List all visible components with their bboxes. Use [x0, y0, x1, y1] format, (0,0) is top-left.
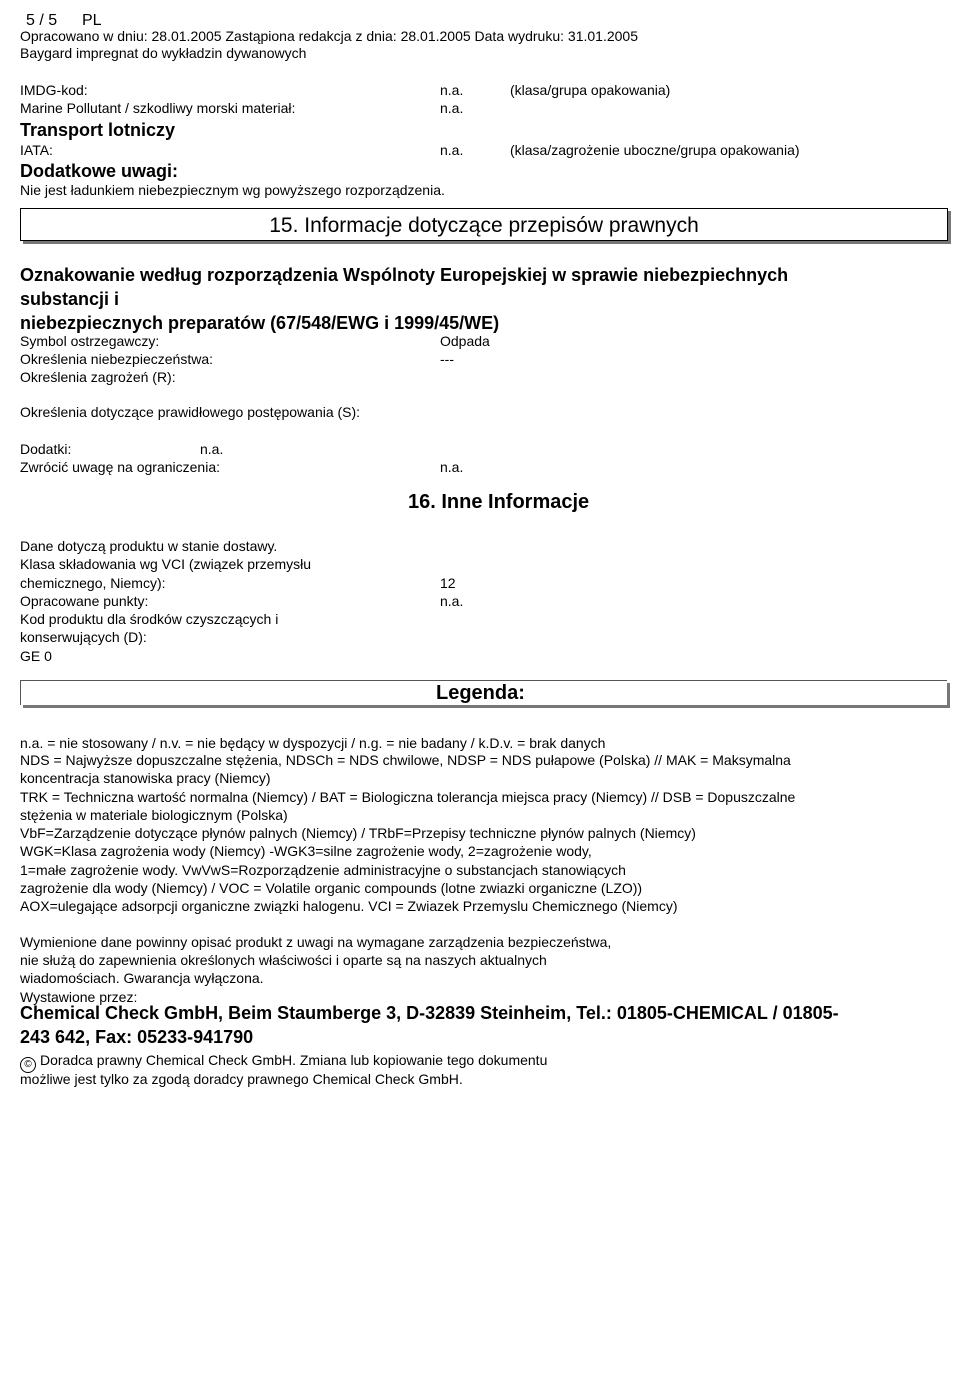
safety-phrases-label: Określenia dotyczące prawidłowego postępowania (S): [20, 404, 361, 420]
restrictions-label: Zwrócić uwagę na ograniczenia: [20, 459, 220, 475]
labelling-heading-line3: niebezpiecznych preparatów (67/548/EWG i 1999/45/WE) [20, 313, 500, 333]
imdg-value: n.a. [440, 82, 464, 98]
marine-pollutant-label: Marine Pollutant / szkodliwy morski materiał: [20, 100, 296, 116]
legend-line: n.a. = nie stosowany / n.v. = nie będący w dyspozycji / n.g. = nie badany / k.D.v. = brak danych [20, 735, 606, 751]
disclaimer-line: Wymienione dane powinny opisać produkt z uwagi na wymagane zarządzenia bezpieczeństwa, [20, 934, 612, 950]
copyright-line2: możliwe jest tylko za zgodą doradcy prawnego Chemical Check GmbH. [20, 1071, 463, 1087]
disclaimer-line: wiadomościach. Gwarancja wyłączona. [20, 970, 264, 986]
iata-value: n.a. [440, 142, 464, 158]
section-15-title: 15. Informacje dotyczące przepisów prawnych [269, 214, 699, 237]
restrictions-value: n.a. [440, 459, 464, 475]
document-dates: Opracowano w dniu: 28.01.2005 Zastąpiona redakcja z dnia: 28.01.2005 Data wydruku: 31.01.2005 [20, 28, 638, 44]
additions-value: n.a. [200, 441, 224, 457]
air-transport-heading: Transport lotniczy [20, 120, 176, 140]
copyright-line1 [20, 1052, 547, 1073]
legend-line: zagrożenie dla wody (Niemcy) / VOC = Volatile organic compounds (lotne zwiazki organiczne (LZO)) [20, 880, 643, 896]
labelling-heading-line2: substancji i [20, 289, 120, 309]
points-value: n.a. [440, 593, 464, 609]
legend-header [20, 680, 947, 705]
warning-symbol-value: Odpada [440, 333, 490, 349]
section-15-header [20, 208, 948, 241]
additions-label: Dodatki: [20, 441, 72, 457]
points-label: Opracowane punkty: [20, 593, 149, 609]
imdg-label: IMDG-kod: [20, 82, 88, 98]
risk-phrases-label: Określenia zagrożeń (R): [20, 369, 176, 385]
hazard-value: --- [440, 351, 454, 367]
marine-pollutant-value: n.a. [440, 100, 464, 116]
issued-by-label: Wystawione przez: [20, 989, 138, 1005]
imdg-note: (klasa/grupa opakowania) [510, 82, 671, 98]
legend-title: Legenda: [436, 682, 525, 704]
copyright-icon: © [20, 1057, 36, 1073]
section-16-title: 16. Inne Informacje [408, 491, 590, 513]
product-code-value: GE 0 [20, 648, 52, 664]
language-code: PL [82, 12, 102, 29]
labelling-heading-line1: Oznakowanie według rozporządzenia Wspólnoty Europejskiej w sprawie niebezpiechnych [20, 265, 789, 285]
delivery-note: Dane dotyczą produktu w stanie dostawy. [20, 538, 278, 554]
page-number: 5 / 5 [26, 12, 58, 29]
legend-line: VbF=Zarządzenie dotyczące płynów palnych (Niemcy) / TRbF=Przepisy techniczne płynów palnych (Niemcy) [20, 825, 696, 841]
warning-symbol-label: Symbol ostrzegawczy: [20, 333, 160, 349]
iata-note: (klasa/zagrożenie uboczne/grupa opakowania) [510, 142, 800, 158]
legend-line: NDS = Najwyższe dopuszczalne stężenia, NDSCh = NDS chwilowe, NDSP = NDS pułapowe (Polska) // MAK = Maksymalna [20, 752, 791, 768]
iata-label: IATA: [20, 142, 53, 158]
storage-class-value: 12 [440, 575, 456, 591]
legend-line: koncentracja stanowiska pracy (Niemcy) [20, 770, 271, 786]
legend-line: AOX=ulegające adsorpcji organiczne związki halogenu. VCI = Zwiazek Przemyslu Chemicznego (Niemcy) [20, 898, 678, 914]
product-code-line2: konserwujących (D): [20, 629, 147, 645]
hazard-label: Określenia niebezpieczeństwa: [20, 351, 213, 367]
disclaimer-line: nie służą do zapewnienia określonych właściwości i oparte są na naszych aktualnych [20, 952, 547, 968]
product-name: Baygard impregnat do wykładzin dywanowych [20, 45, 307, 61]
company-line2: 243 642, Fax: 05233-941790 [20, 1027, 254, 1047]
copyright-text: Doradca prawny Chemical Check GmbH. Zmiana lub kopiowanie tego dokumentu [40, 1052, 548, 1068]
product-code-line1: Kod produktu dla środków czyszczących i [20, 611, 279, 627]
additional-remarks-heading: Dodatkowe uwagi: [20, 161, 179, 181]
storage-class-line2: chemicznego, Niemcy): [20, 575, 166, 591]
legend-line: TRK = Techniczna wartość normalna (Niemcy) / BAT = Biologiczna tolerancja miejsca pracy (Niemcy) // DSB = Dopuszczalne [20, 789, 796, 805]
legend-line: 1=małe zagrożenie wody. VwVwS=Rozporządzenie administracyjne o substancjach stanowiących [20, 862, 626, 878]
storage-class-line1: Klasa składowania wg VCI (związek przemysłu [20, 556, 311, 572]
legend-line: stężenia w materiale biologicznym (Polska) [20, 807, 288, 823]
company-line1: Chemical Check GmbH, Beim Staumberge 3, D-32839 Steinheim, Tel.: 01805-CHEMICAL / 01805- [20, 1003, 839, 1023]
additional-remarks-text: Nie jest ładunkiem niebezpiecznym wg powyższego rozporządzenia. [20, 182, 445, 198]
legend-line: WGK=Klasa zagrożenia wody (Niemcy) -WGK3=silne zagrożenie wody, 2=zagrożenie wody, [20, 843, 592, 859]
